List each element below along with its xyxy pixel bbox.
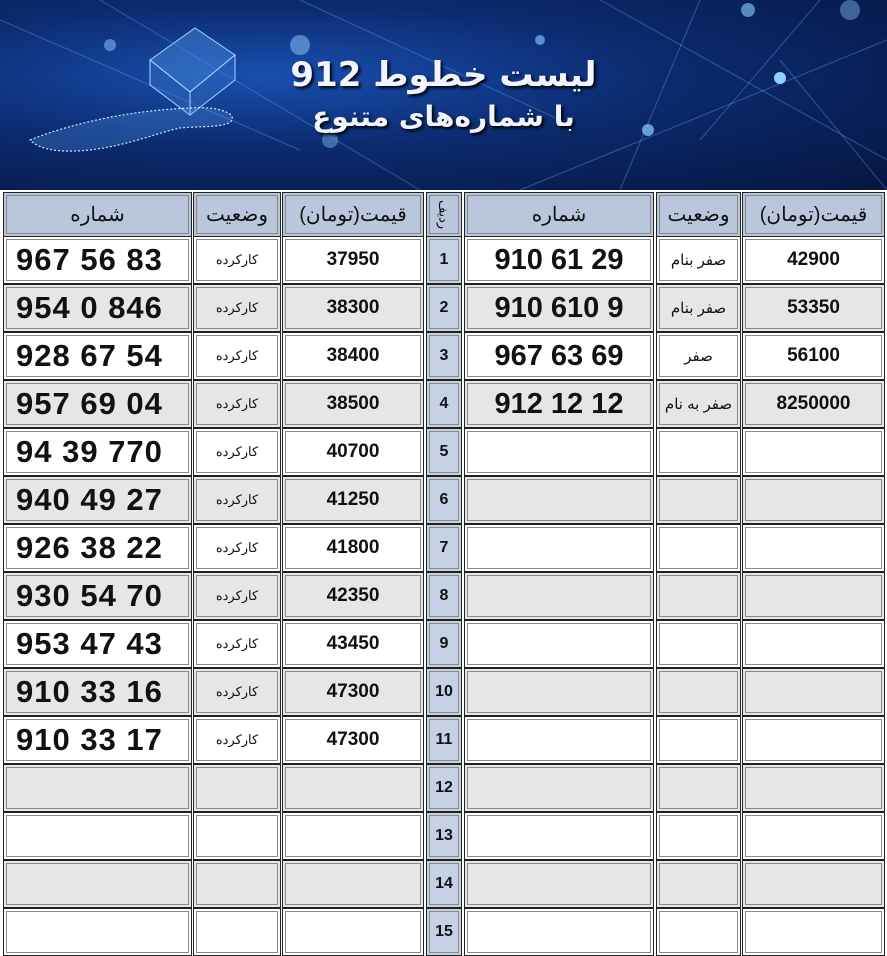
status-left: کارکرده [193,716,281,764]
phone-number-left: 910 33 16 [3,668,192,716]
header-status-right: وضعیت [656,192,741,237]
header-banner [0,0,887,190]
status-right [656,812,741,860]
price-left: 38300 [282,284,424,332]
header-row: ردیف [426,192,462,237]
status-left: کارکرده [193,668,281,716]
network-graphic [0,0,887,190]
status-right: صفر به نام [656,380,741,428]
row-number: 13 [426,812,462,860]
status-right [656,716,741,764]
header-number-left: شماره [3,192,192,237]
status-right: صفر [656,332,741,380]
price-right: 42900 [742,236,885,284]
price-right: 8250000 [742,380,885,428]
price-left [282,860,424,908]
price-left [282,812,424,860]
price-right [742,476,885,524]
phone-number-right [464,764,654,812]
phone-number-right [464,812,654,860]
status-left: کارکرده [193,428,281,476]
row-number: 4 [426,380,462,428]
phone-number-right [464,668,654,716]
row-number: 2 [426,284,462,332]
phone-number-left: 94 39 770 [3,428,192,476]
price-right [742,716,885,764]
phone-number-left [3,860,192,908]
status-left [193,908,281,956]
phone-number-left: 926 38 22 [3,524,192,572]
status-right [656,764,741,812]
status-left: کارکرده [193,572,281,620]
status-left: کارکرده [193,284,281,332]
price-left: 40700 [282,428,424,476]
header-price-left: قیمت(تومان) [282,192,424,237]
phone-number-left: 930 54 70 [3,572,192,620]
status-left: کارکرده [193,524,281,572]
price-right [742,860,885,908]
status-right: صفر بنام [656,236,741,284]
price-left: 47300 [282,668,424,716]
row-number: 6 [426,476,462,524]
price-right [742,428,885,476]
header-price-right: قیمت(تومان) [742,192,885,237]
price-right: 53350 [742,284,885,332]
row-number: 14 [426,860,462,908]
phone-number-left: 940 49 27 [3,476,192,524]
row-number: 10 [426,668,462,716]
header-status-left: وضعیت [193,192,281,237]
phone-number-right: 910 610 9 [464,284,654,332]
status-right [656,428,741,476]
price-left: 42350 [282,572,424,620]
phone-number-right [464,908,654,956]
status-right [656,908,741,956]
phone-number-left: 954 0 846 [3,284,192,332]
status-right [656,620,741,668]
price-left: 38500 [282,380,424,428]
banner-subtitle: با شماره‌های متنوع [312,100,575,133]
price-right [742,812,885,860]
phone-number-left [3,812,192,860]
status-right [656,524,741,572]
row-number: 8 [426,572,462,620]
price-left: 41800 [282,524,424,572]
row-number: 5 [426,428,462,476]
status-left [193,764,281,812]
status-right [656,668,741,716]
row-number: 11 [426,716,462,764]
header-number-right: شماره [464,192,654,237]
price-left: 41250 [282,476,424,524]
price-left [282,908,424,956]
status-left [193,812,281,860]
banner-title: لیست خطوط 912 [290,55,597,95]
status-left [193,860,281,908]
status-left: کارکرده [193,380,281,428]
price-left: 47300 [282,716,424,764]
price-right [742,620,885,668]
status-right: صفر بنام [656,284,741,332]
phone-number-right [464,572,654,620]
status-right [656,476,741,524]
phone-number-right: 910 61 29 [464,236,654,284]
phone-number-left [3,908,192,956]
status-left: کارکرده [193,332,281,380]
phone-number-right [464,860,654,908]
row-number: 9 [426,620,462,668]
phone-number-right [464,620,654,668]
row-number: 12 [426,764,462,812]
price-right [742,764,885,812]
phone-number-left: 967 56 83 [3,236,192,284]
phone-number-right: 912 12 12 [464,380,654,428]
status-left: کارکرده [193,476,281,524]
price-table [0,190,887,956]
status-left: کارکرده [193,236,281,284]
phone-number-right: 967 63 69 [464,332,654,380]
price-right [742,572,885,620]
price-left: 43450 [282,620,424,668]
phone-number-right [464,428,654,476]
phone-number-left: 957 69 04 [3,380,192,428]
row-number: 15 [426,908,462,956]
price-left [282,764,424,812]
phone-number-right [464,716,654,764]
phone-number-right [464,524,654,572]
price-left: 38400 [282,332,424,380]
row-number: 3 [426,332,462,380]
status-left: کارکرده [193,620,281,668]
price-right: 56100 [742,332,885,380]
status-right [656,860,741,908]
row-number: 7 [426,524,462,572]
status-right [656,572,741,620]
price-right [742,524,885,572]
row-number: 1 [426,236,462,284]
phone-number-left: 953 47 43 [3,620,192,668]
phone-number-left: 928 67 54 [3,332,192,380]
price-right [742,668,885,716]
phone-number-left [3,764,192,812]
phone-number-right [464,476,654,524]
price-right [742,908,885,956]
price-left: 37950 [282,236,424,284]
phone-number-left: 910 33 17 [3,716,192,764]
